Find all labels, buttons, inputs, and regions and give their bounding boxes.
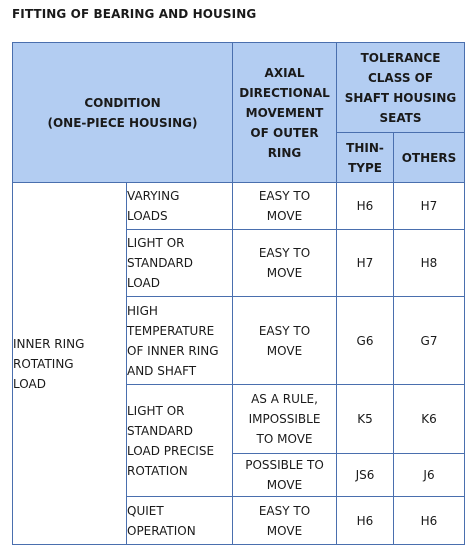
movement-line: EASY TO xyxy=(258,323,311,338)
tolerance-header-line: SHAFT HOUSING xyxy=(344,90,457,105)
condition-line: LOAD PRECISE xyxy=(127,443,215,458)
condition-header-line: (ONE-PIECE HOUSING) xyxy=(47,115,198,130)
condition-line: AND SHAFT xyxy=(127,363,197,378)
movement-line: MOVE xyxy=(266,523,303,538)
thin-type-value: H7 xyxy=(337,230,394,297)
axial-header-line: AXIAL xyxy=(264,65,305,80)
tolerance-header-line: CLASS OF xyxy=(367,70,434,85)
fitting-table xyxy=(12,42,465,545)
axial-header-line: RING xyxy=(267,145,302,160)
condition-cell xyxy=(127,230,233,297)
thin-type-value: H6 xyxy=(337,497,394,545)
condition-line: QUIET xyxy=(127,503,164,518)
tolerance-header-line: TOLERANCE xyxy=(360,50,441,65)
condition-line: OF INNER RING xyxy=(127,343,219,358)
thin-header-line: TYPE xyxy=(348,160,382,175)
thin-type-value: JS6 xyxy=(337,454,394,497)
movement-line: EASY TO xyxy=(258,503,311,518)
movement-line: TO MOVE xyxy=(256,432,313,446)
thin-type-value: H6 xyxy=(337,183,394,230)
movement-line: MOVE xyxy=(266,266,303,280)
movement-line: MOVE xyxy=(266,209,303,223)
movement-cell xyxy=(233,230,337,297)
movement-line: EASY TO xyxy=(258,189,311,203)
movement-line: IMPOSSIBLE xyxy=(248,412,321,426)
condition-line: OPERATION xyxy=(127,523,196,538)
others-value: H7 xyxy=(394,183,465,230)
condition-cell xyxy=(127,385,233,497)
thin-type-value: K5 xyxy=(337,385,394,454)
movement-line: AS A RULE, xyxy=(251,392,318,406)
group-label-line: ROTATING xyxy=(13,356,74,371)
others-value: H8 xyxy=(394,230,465,297)
movement-cell xyxy=(233,454,337,497)
axial-movement-header xyxy=(233,43,337,183)
others-header: OTHERS xyxy=(394,133,465,183)
axial-header-line: OF OUTER xyxy=(250,125,319,140)
movement-line: MOVE xyxy=(266,343,303,358)
thin-type-header xyxy=(337,133,394,183)
movement-cell xyxy=(233,497,337,545)
condition-line: TEMPERATURE xyxy=(127,323,215,338)
others-value: J6 xyxy=(394,454,465,497)
condition-line: LOAD xyxy=(127,276,160,290)
page-title: FITTING OF BEARING AND HOUSING xyxy=(12,7,257,21)
condition-line: LIGHT OR xyxy=(127,236,185,250)
group-label-line: INNER RING xyxy=(13,336,85,351)
others-value: H6 xyxy=(394,497,465,545)
axial-header-line: DIRECTIONAL xyxy=(239,85,330,100)
thin-type-value: G6 xyxy=(337,297,394,385)
movement-line: EASY TO xyxy=(258,246,311,260)
movement-cell xyxy=(233,297,337,385)
condition-cell xyxy=(127,297,233,385)
condition-header xyxy=(13,43,233,183)
condition-line: VARYING xyxy=(127,189,180,203)
movement-line: MOVE xyxy=(266,478,303,492)
group-label-line: LOAD xyxy=(13,376,46,391)
axial-header-line: MOVEMENT xyxy=(245,105,324,120)
condition-line: HIGH xyxy=(127,303,158,318)
movement-cell xyxy=(233,385,337,454)
condition-line: LIGHT OR xyxy=(127,403,185,418)
condition-line: STANDARD xyxy=(127,423,194,438)
condition-header-line: CONDITION xyxy=(84,95,161,110)
condition-line: LOADS xyxy=(127,209,168,223)
movement-line: POSSIBLE TO xyxy=(245,458,324,472)
tolerance-header-line: SEATS xyxy=(379,110,422,125)
condition-cell xyxy=(127,183,233,230)
tolerance-header xyxy=(337,43,465,133)
inner-ring-rotating-load-cell xyxy=(13,183,127,545)
movement-cell xyxy=(233,183,337,230)
thin-header-line: THIN- xyxy=(346,140,384,155)
condition-line: STANDARD xyxy=(127,256,194,270)
condition-cell xyxy=(127,497,233,545)
others-value: G7 xyxy=(394,297,465,385)
condition-line: ROTATION xyxy=(127,463,188,478)
others-value: K6 xyxy=(394,385,465,454)
